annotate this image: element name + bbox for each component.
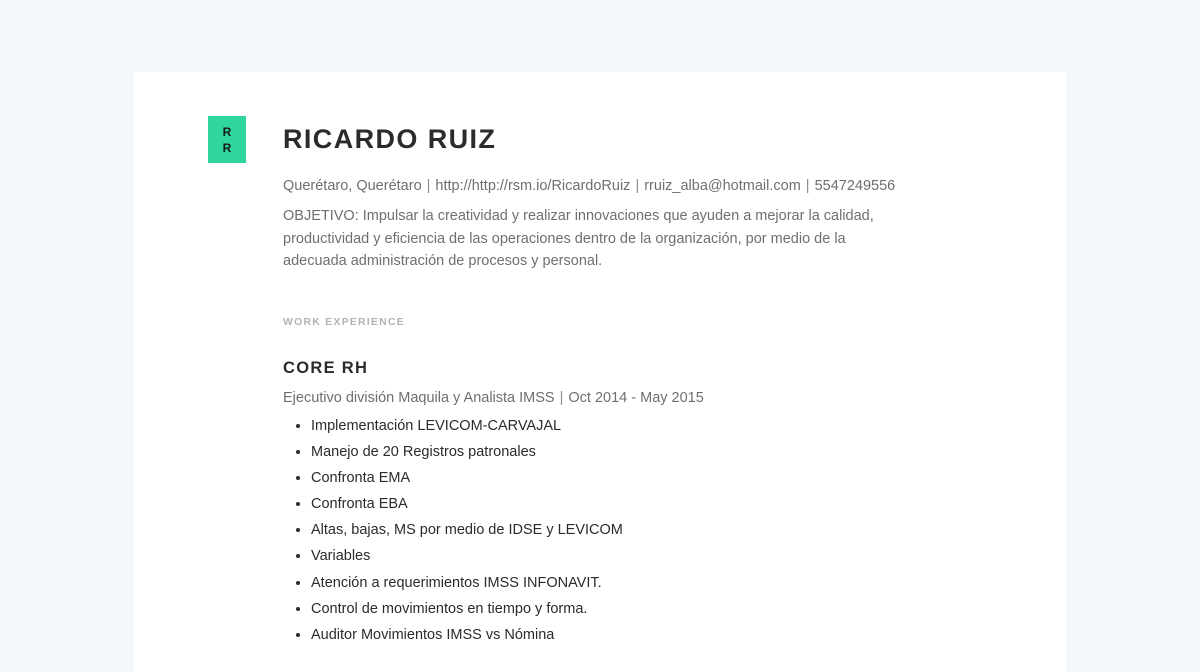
logo-initial-2: R bbox=[222, 140, 232, 155]
resume-sheet bbox=[134, 72, 1066, 672]
contact-separator: | bbox=[426, 178, 431, 194]
logo-initial-1: R bbox=[222, 124, 232, 139]
job-role-line bbox=[283, 390, 704, 406]
monogram-logo bbox=[208, 116, 246, 163]
duty-item: • Atención a requerimientos IMSS INFONAVIT. bbox=[311, 570, 623, 596]
contact-phone: 5547249556 bbox=[814, 178, 896, 194]
job-role: Ejecutivo división Maquila y Analista IMSS bbox=[283, 390, 555, 406]
role-separator: | bbox=[559, 390, 564, 406]
contact-email-link[interactable]: rruiz_alba@hotmail.com bbox=[644, 178, 801, 194]
contact-location: Querétaro, Querétaro bbox=[283, 178, 422, 194]
candidate-name: RICARDO RUIZ bbox=[283, 124, 497, 154]
contact-separator: | bbox=[635, 178, 640, 194]
job-duties-list bbox=[283, 413, 623, 648]
contact-separator: | bbox=[805, 178, 810, 194]
duty-item: • Control de movimientos en tiempo y forma. bbox=[311, 596, 623, 622]
objective-text: OBJETIVO: Impulsar la creatividad y realizar innovaciones que ayuden a mejorar la calidad, productividad y eficiencia de las operaciones dentro de la organización, por medio de la adecuada administración de procesos y personal. bbox=[283, 208, 874, 269]
job-company: CORE RH bbox=[283, 359, 369, 377]
duty-item: • Confronta EBA bbox=[311, 491, 623, 517]
work-experience-heading: WORK EXPERIENCE bbox=[283, 316, 405, 328]
contact-website-link[interactable]: http://http://rsm.io/RicardoRuiz bbox=[435, 178, 631, 194]
duty-item: • Altas, bajas, MS por medio de IDSE y LEVICOM bbox=[311, 517, 623, 543]
contact-line bbox=[283, 178, 895, 194]
job-dates: Oct 2014 - May 2015 bbox=[568, 390, 704, 406]
duty-item: • Implementación LEVICOM-CARVAJAL bbox=[311, 413, 623, 439]
duty-item: • Variables bbox=[311, 543, 623, 569]
duty-item: • Confronta EMA bbox=[311, 465, 623, 491]
duty-item: • Manejo de 20 Registros patronales bbox=[311, 439, 623, 465]
duty-item: • Auditor Movimientos IMSS vs Nómina bbox=[311, 622, 623, 648]
